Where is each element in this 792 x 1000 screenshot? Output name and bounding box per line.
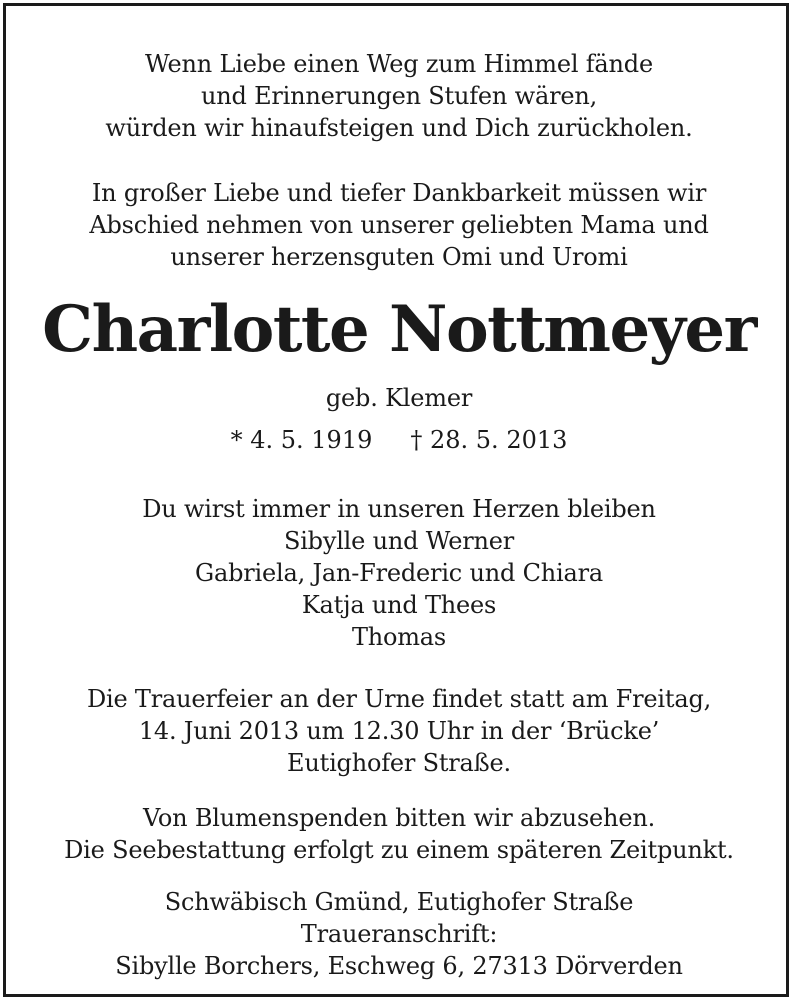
intro-line: unserer herzensguten Omi und Uromi: [170, 243, 628, 271]
flowers-note: [6, 802, 792, 866]
mourners-line: Sibylle und Werner: [283, 527, 515, 555]
mourners-line: Thomas: [351, 623, 447, 651]
mourners-line: Du wirst immer in unseren Herzen bleiben: [142, 495, 656, 523]
address-line: Schwäbisch Gmünd, Eutighofer Straße: [164, 888, 634, 916]
flowers-line: Von Blumenspenden bitten wir abzusehen.: [142, 804, 656, 832]
service-line: Eutighofer Straße.: [287, 749, 511, 777]
address-line: Traueranschrift:: [300, 920, 498, 948]
mourners-line: Katja und Thees: [301, 591, 497, 619]
service-line: Die Trauerfeier an der Urne findet statt am Freitag,: [86, 685, 712, 713]
maiden-name-text: geb. Klemer: [325, 384, 473, 412]
intro-line: In großer Liebe und tiefer Dankbarkeit müssen wir: [91, 179, 707, 207]
life-dates: [6, 424, 792, 456]
poem-line: Wenn Liebe einen Weg zum Himmel fände: [145, 50, 653, 78]
intro-line: Abschied nehmen von unserer geliebten Mama und: [89, 211, 709, 239]
poem-line: würden wir hinaufsteigen und Dich zurückholen.: [105, 114, 693, 142]
birth-date: * 4. 5. 1919: [230, 426, 373, 454]
mourning-address: [6, 886, 792, 982]
poem-line: und Erinnerungen Stufen wären,: [200, 82, 598, 110]
notice-border: [3, 3, 789, 997]
mourners: [6, 493, 792, 653]
address-line: Sibylle Borchers, Eschweg 6, 27313 Dörverden: [115, 952, 683, 980]
death-date: † 28. 5. 2013: [410, 426, 568, 454]
poem: [6, 48, 792, 144]
deceased-name: Charlotte Nottmeyer: [42, 292, 756, 367]
intro-text: [6, 177, 792, 273]
funeral-service-info: [6, 683, 792, 779]
flowers-line: Die Seebestattung erfolgt zu einem späteren Zeitpunkt.: [64, 836, 734, 864]
service-line: 14. Juni 2013 um 12.30 Uhr in der ‘Brücke’: [138, 717, 660, 745]
maiden-name: [6, 382, 792, 414]
mourners-line: Gabriela, Jan-Frederic und Chiara: [195, 559, 603, 587]
